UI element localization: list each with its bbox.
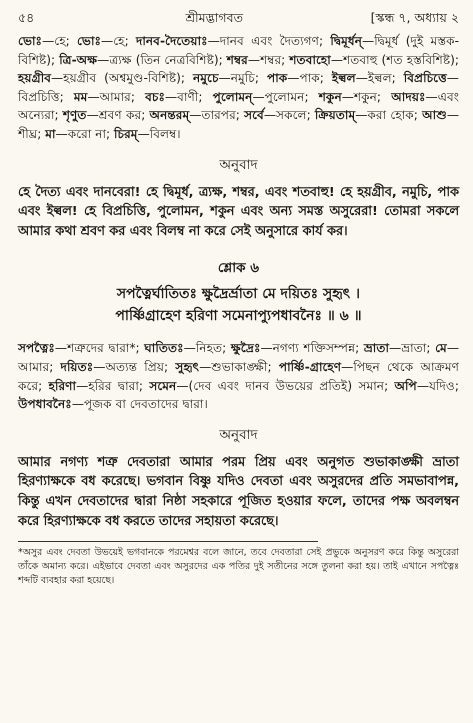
sanskrit-term: ভোঃ xyxy=(76,34,102,48)
term-meaning: —দানব এবং দৈত্যগণ; xyxy=(207,34,331,48)
sanskrit-term: সপত্নৈঃ xyxy=(18,341,55,356)
sanskrit-term: অনন্তরম্ xyxy=(149,108,190,123)
sanskrit-term: বচঃ xyxy=(145,89,165,104)
sanskrit-term: সমেন xyxy=(149,378,177,393)
term-meaning: —পূজক বা দেবতাদের দ্বারা। xyxy=(71,397,208,412)
sanskrit-term: সুহৃৎ xyxy=(175,359,200,374)
term-meaning: —হরির দ্বারা; xyxy=(76,378,150,393)
footnote-divider xyxy=(18,541,318,542)
translation-verse-5: হে দৈত্য এবং দানবেরা! হে দ্বিমূর্ধ, ত্র্যক্ষ, শম্বর, এবং শতবাহু! হে হয়গ্রীব, নমুচি, পাক এবং ইল্বল! হে বিপ্রচিত্তি, পুলোমন, শকুন এবং অন্য সমস্ত অসুরেরা! তোমরা সকলে আমার কথা শ্রবণ কর এবং বিলম্ব না করে সেই অনুসারে কার্য কর। xyxy=(18,184,459,239)
sanskrit-term: সর্বে xyxy=(244,108,264,123)
term-meaning: —দ্বিমূর্ধ (দুই মস্তক-বিশিষ্ট); xyxy=(18,34,460,67)
sanskrit-term: পুলোমন্ xyxy=(212,89,253,104)
sanskrit-term: হরিণা xyxy=(48,378,77,393)
term-meaning: —হে; xyxy=(42,34,77,48)
book-title: শ্রীমদ্ভাগবত xyxy=(185,10,243,25)
term-meaning: —ইল্বল; xyxy=(355,71,404,86)
sanskrit-term: অপি xyxy=(394,378,417,393)
word-meanings-verse-6 xyxy=(18,339,459,413)
page-header xyxy=(18,10,459,32)
sanskrit-term: উপধাবনৈঃ xyxy=(18,397,72,412)
sanskrit-term: হয়গ্রীব xyxy=(18,71,51,86)
term-meaning: —যদিও; xyxy=(416,378,460,393)
term-meaning: —করা হোক; xyxy=(355,108,423,123)
term-meaning: —হে; xyxy=(101,34,136,48)
term-meaning: —এবং অন্যেরা; xyxy=(18,89,459,123)
sanskrit-term: বিপ্রচিত্তে xyxy=(403,71,447,86)
sanskrit-term: চিরম্ xyxy=(114,126,138,141)
sanskrit-term: আদয়ঃ xyxy=(391,89,426,104)
sanskrit-term: দয়িতঃ xyxy=(60,359,94,374)
term-meaning: —নমুচি; xyxy=(218,71,267,86)
translation-verse-6: আমার নগণ্য শত্রু দেবতারা আমার পরম প্রিয় এবং অনুগত শুভাকাঙ্ক্ষী ভ্রাতা হিরণ্যাক্ষকে বধ করেছে। ভগবান বিষ্ণু যদিও দেবতা এবং অসুরদের প্রতি সমভাবাপন্ন, কিন্তু এখন দেবতাদের দ্বারা নিষ্ঠা সহকারে পূজিত হওয়ার ফলে, তাদের পক্ষ অবলম্বন করে হিরণ্যাক্ষকে বধ করতে তাদের সহায়তা করেছে। xyxy=(18,454,459,529)
sanskrit-term: মা xyxy=(45,126,56,141)
term-meaning: —অত্যন্ত প্রিয়; xyxy=(93,359,176,374)
sanskrit-term: দ্বিমূর্ধন্ xyxy=(330,34,362,48)
sanskrit-term: ঘাতিতঃ xyxy=(144,341,184,356)
term-meaning: —বাণী; xyxy=(164,89,213,104)
term-meaning: —সকলে; xyxy=(263,108,315,123)
sanskrit-term: পার্ষ্ণি-গ্রাহেণ xyxy=(278,359,342,374)
term-meaning: —শীঘ্র; xyxy=(18,108,460,141)
sanskrit-term: ভ্রাতা xyxy=(363,341,390,356)
sanskrit-term: ইল্বল xyxy=(331,71,356,86)
term-meaning: —পিছন থেকে আক্রমণ করে; xyxy=(18,359,459,393)
sanskrit-term: শম্বর xyxy=(226,52,248,67)
sanskrit-term: পাক xyxy=(266,71,288,86)
translation-heading: অনুবাদ xyxy=(219,156,258,173)
verse-line-2: পার্ষ্ণিগ্রাহেণ হরিণা সমেনাপ্যুপধাবনৈঃ ॥ ৬ ॥ xyxy=(115,308,362,325)
word-meanings-verse-5 xyxy=(18,32,459,144)
term-meaning: —আমার; xyxy=(18,341,460,374)
sanskrit-term: ক্রিয়তাম্ xyxy=(314,108,356,123)
term-meaning: —শ্রবণ কর; xyxy=(86,108,150,123)
sanskrit-term: শকুন xyxy=(318,89,342,104)
term-meaning: —শুভাকাঙ্ক্ষী; xyxy=(199,359,279,374)
sanskrit-term: মম xyxy=(73,89,88,104)
term-meaning: —নিহত; xyxy=(183,341,231,356)
term-meaning: —শম্বর; xyxy=(247,52,290,67)
term-meaning: —তারপর; xyxy=(189,108,245,123)
page-number: ৫৪ xyxy=(18,10,35,25)
term-meaning: —ভ্রাতা; xyxy=(389,341,436,356)
term-meaning: —শত্রুদের দ্বারা*; xyxy=(54,341,145,356)
term-meaning: —শতবাহু (শত হস্তবিশিষ্ট); xyxy=(330,52,459,67)
footnote: *অসুর এবং দেবতা উভয়েই ভগবানকে পরমেশ্বর বলে জানে, তবে দেবতারা সেই প্রভুকে অনুসরণ করে কিন্তু অসুরেরা তাঁকে অমান্য করে। এইভাবে দেবতা এবং অসুরদের এক পতির দুই সতীনের সঙ্গে তুলনা করা হয়। তাই এখানে সপত্নৈঃ শব্দটি ব্যবহার করা হয়েছে। xyxy=(18,547,459,586)
sanskrit-term: শৃণুত xyxy=(62,108,87,123)
verse-heading: শ্লোক ৬ xyxy=(217,260,260,277)
term-meaning: —ত্র্যক্ষ (তিন নেত্রবিশিষ্ট); xyxy=(97,52,227,67)
term-meaning: —পুলোমন; xyxy=(252,89,319,104)
sanskrit-term: শতবাহো xyxy=(289,52,331,67)
term-meaning: —শকুন; xyxy=(341,89,392,104)
term-meaning: —নগণ্য শক্তিসম্পন্ন; xyxy=(260,341,364,356)
term-meaning: —বিপ্রচিত্তি; xyxy=(18,71,459,104)
sanskrit-term: ত্রি-অক্ষ xyxy=(59,52,98,67)
term-meaning: —পাক; xyxy=(287,71,332,86)
term-meaning: —হয়গ্রীব (অশ্বমুণ্ড-বিশিষ্ট); xyxy=(50,71,194,86)
translation-heading: অনুবাদ xyxy=(219,426,258,443)
chapter-location: [স্কন্ধ ৭, অধ্যায় ২ xyxy=(370,10,459,25)
verse-line-1: সপত্নৈর্ঘাতিতঃ ক্ষুদ্রৈর্ভ্রাতা মে দয়িতঃ সুহৃৎ । xyxy=(116,286,361,303)
term-meaning: —করো না; xyxy=(55,126,115,141)
term-meaning: —(দেব এবং দানব উভয়ের প্রতিই) সমান; xyxy=(176,378,395,393)
term-meaning: —আমার; xyxy=(87,89,146,104)
sanskrit-term: আশু xyxy=(422,108,447,123)
sanskrit-term: ক্ষুদ্রৈঃ xyxy=(230,341,261,356)
term-meaning: —বিলম্ব। xyxy=(137,126,181,141)
sanskrit-term: ভোঃ xyxy=(18,34,43,48)
sanskrit-term: নমুচে xyxy=(193,71,219,86)
sanskrit-term: মে xyxy=(435,341,447,356)
sanskrit-term: দানব-দৈতেয়াঃ xyxy=(135,34,208,48)
